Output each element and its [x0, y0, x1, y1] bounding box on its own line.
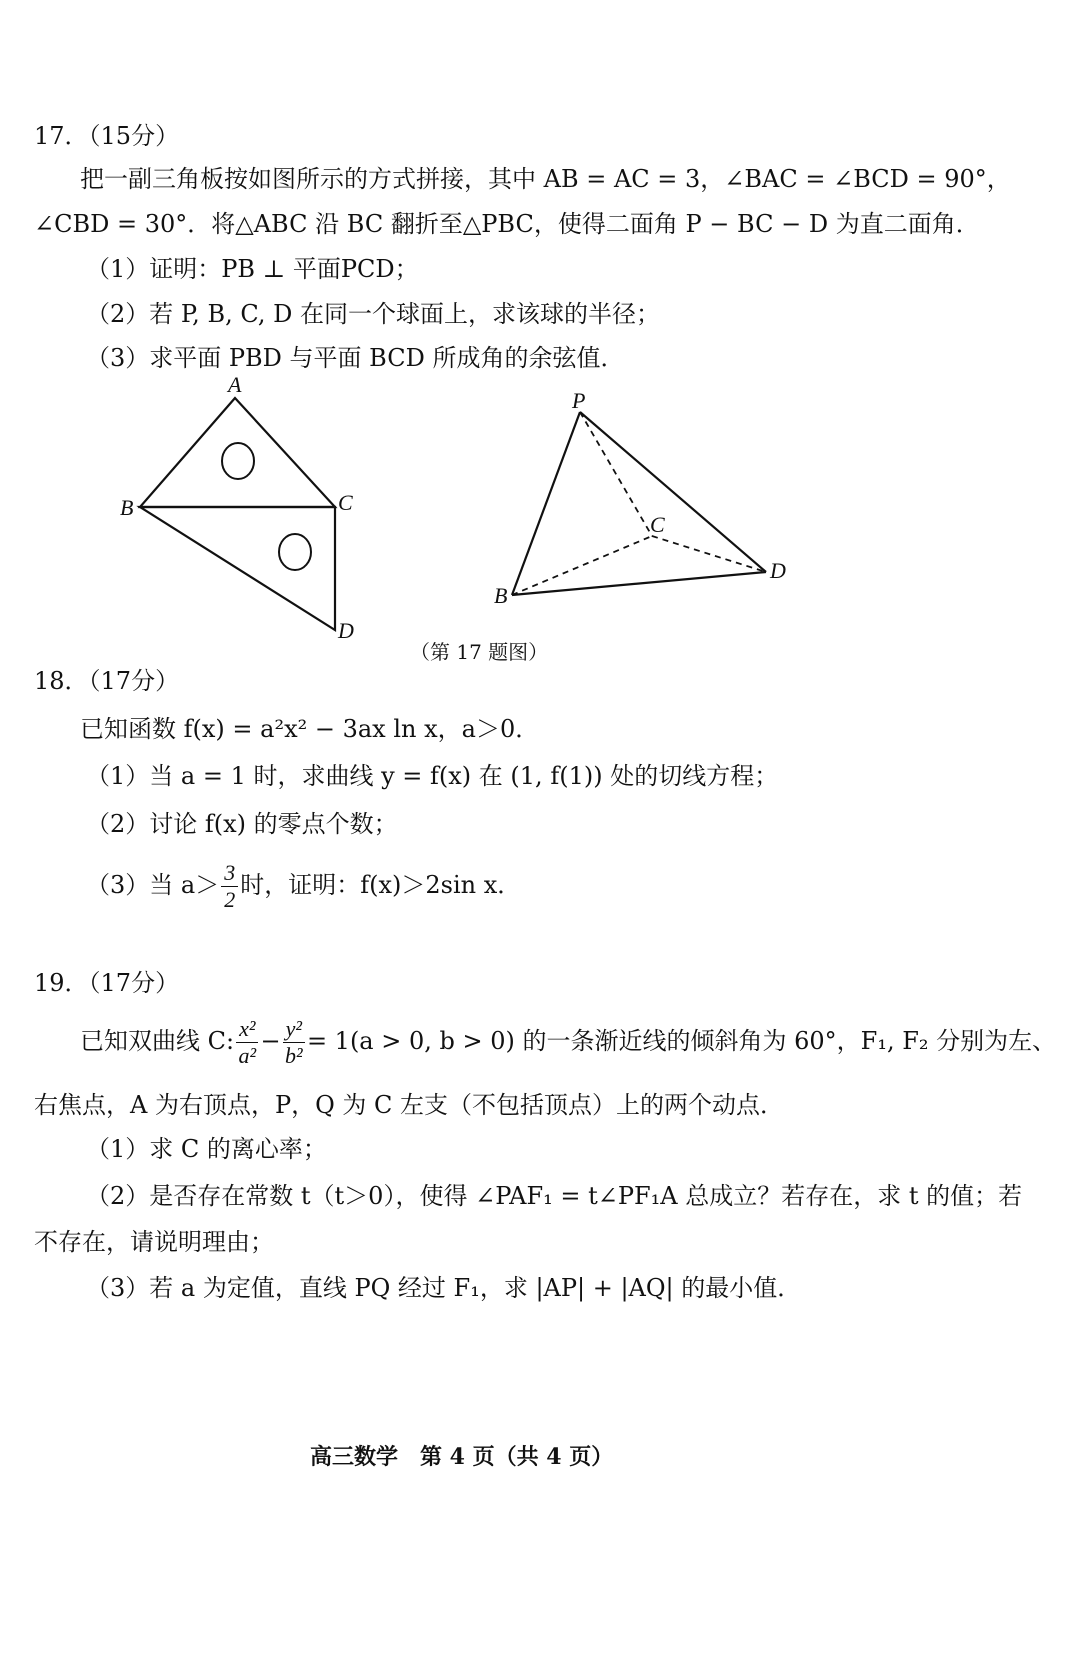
q19-part1: （1）求 C 的离心率； — [86, 1135, 327, 1163]
footer-page-number: 第 4 页（共 4 页） — [420, 1444, 614, 1470]
q19-header: 19．（17分） — [34, 969, 180, 997]
q19-part3: （3）若 a 为定值，直线 PQ 经过 F₁，求 |AP| + |AQ| 的最小值． — [86, 1274, 802, 1302]
q18-part1: （1）当 a = 1 时，求曲线 y = f(x) 在 (1, f(1)) 处的切线方程； — [86, 762, 779, 790]
triangle-bcd — [140, 507, 335, 630]
label-p: P — [572, 390, 586, 413]
set-square-hole-upper — [222, 443, 254, 479]
label-c2: C — [650, 512, 665, 537]
q19-stem-line2: 右焦点，A 为右顶点，P，Q 为 C 左支（不包括顶点）上的两个动点． — [34, 1091, 785, 1119]
q18-header: 18．（17分） — [34, 667, 180, 695]
minus-sign: − — [260, 1027, 281, 1055]
q17-part2: （2）若 P, B, C, D 在同一个球面上，求该球的半径； — [86, 300, 660, 328]
q18-part3-pre: （3）当 a＞ — [86, 871, 220, 899]
q18-part3 — [86, 856, 521, 914]
set-square-hole-lower — [279, 534, 311, 570]
q17-figure-tetrahedron — [480, 390, 820, 630]
q18-stem: 已知函数 f(x) = a²x² − 3ax ln x，a＞0． — [80, 715, 540, 743]
label-d: D — [338, 618, 354, 643]
footer-subject: 高三数学 — [310, 1444, 399, 1470]
q17-figure-setsquares — [110, 370, 390, 650]
q19-stem-line1 — [80, 1012, 1056, 1070]
q17-stem-line2: ∠CBD = 30°．将△ABC 沿 BC 翻折至△PBC，使得二面角 P − BC − D 为直二面角． — [34, 210, 980, 238]
fraction-three-halves: $\frac{3}{2}$ — [221, 860, 238, 913]
label-a: A — [228, 372, 242, 397]
q17-stem-line1: 把一副三角板按如图所示的方式拼接，其中 AB = AC = 3，∠BAC = ∠BCD = 90°， — [80, 165, 1011, 193]
label-b: B — [120, 495, 134, 520]
q18-part2: （2）讨论 f(x) 的零点个数； — [86, 810, 398, 838]
label-c: C — [338, 490, 353, 515]
q17-part3: （3）求平面 PBD 与平面 BCD 所成角的余弦值． — [86, 344, 625, 372]
triangle-abc — [140, 398, 335, 507]
q17-figure-caption: （第 17 题图） — [410, 640, 549, 664]
q18-part3-post: 时，证明：f(x)＞2sin x． — [240, 871, 522, 899]
q19-part2-line1: （2）是否存在常数 t（t＞0），使得 ∠PAF₁ = t∠PF₁A 总成立？若存在，求 t 的值；若 — [86, 1182, 1023, 1210]
fraction-x2-a2: $\frac{\text{x²}}{\text{a²}}$ — [236, 1016, 258, 1069]
q19-stem-post: = 1(a > 0, b > 0) 的一条渐近线的倾斜角为 60°，F₁, F₂ 分别为左、 — [306, 1027, 1057, 1055]
fraction-y2-b2: $\frac{\text{y²}}{\text{b²}}$ — [283, 1016, 305, 1069]
q17-part1: （1）证明：PB ⊥ 平面PCD； — [86, 255, 419, 283]
q19-stem-pre: 已知双曲线 C: — [80, 1027, 235, 1055]
label-d2: D — [770, 558, 786, 583]
label-b2: B — [494, 583, 508, 608]
q19-part2-line2: 不存在，请说明理由； — [34, 1228, 274, 1256]
q17-header: 17．（15分） — [34, 122, 180, 150]
